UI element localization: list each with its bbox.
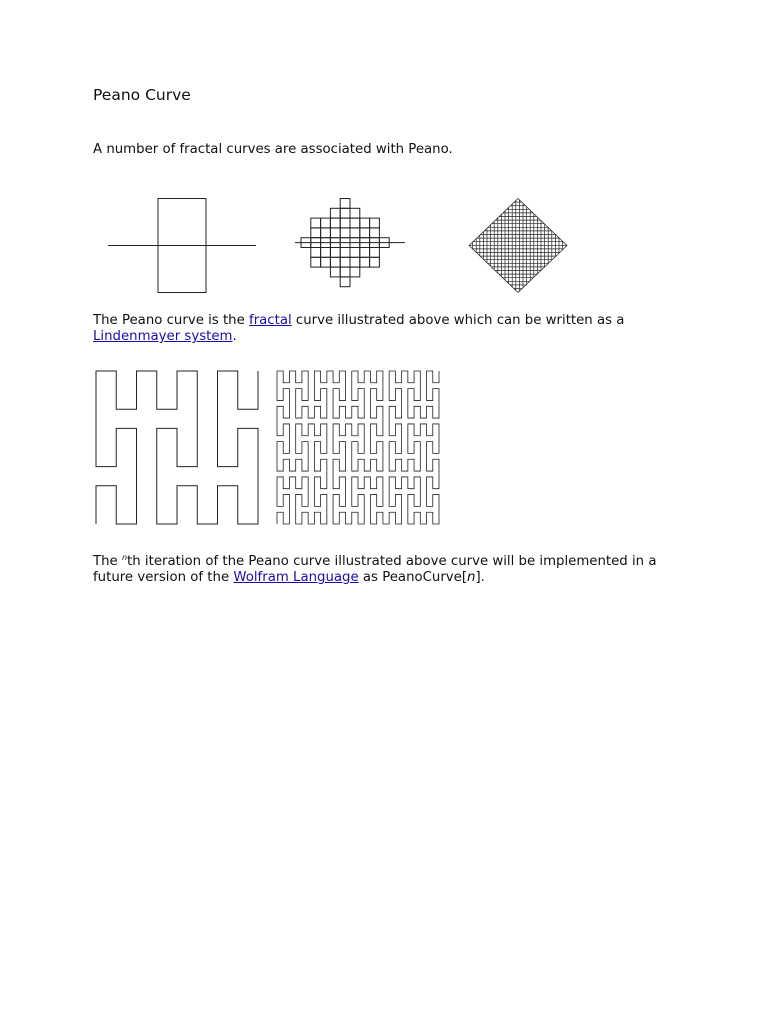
peano-iteration-1-figure [108, 198, 258, 294]
wolfram-language-link[interactable]: Wolfram Language [233, 570, 359, 585]
para3-middle: th iteration of the Peano curve illustrated above curve will be implemented in a future version of the [93, 554, 657, 585]
para3-suffix: ]. [475, 570, 485, 585]
peano-curve-order-2-figure [95, 370, 261, 528]
peano-iteration-3-figure [468, 198, 570, 294]
peano-curve-order-3-figure [276, 370, 442, 528]
intro-paragraph: A number of fractal curves are associated with Peano. [93, 142, 453, 157]
para3-prefix: The [93, 554, 118, 569]
lindenmayer-paragraph [93, 313, 683, 345]
para3-after-link: as PeanoCurve[ [362, 570, 468, 585]
peano-iteration-2-figure [295, 198, 407, 294]
para2-middle: curve illustrated above which can be written as a [295, 313, 625, 328]
n-argument: n [467, 570, 476, 585]
para2-suffix: . [232, 329, 237, 344]
iteration-paragraph [93, 550, 683, 586]
para2-prefix: The Peano curve is the [93, 313, 245, 328]
page-title: Peano Curve [93, 86, 191, 104]
lindenmayer-system-link[interactable]: Lindenmayer system [93, 329, 233, 344]
n-superscript: n [121, 553, 128, 562]
fractal-link[interactable]: fractal [249, 313, 292, 328]
